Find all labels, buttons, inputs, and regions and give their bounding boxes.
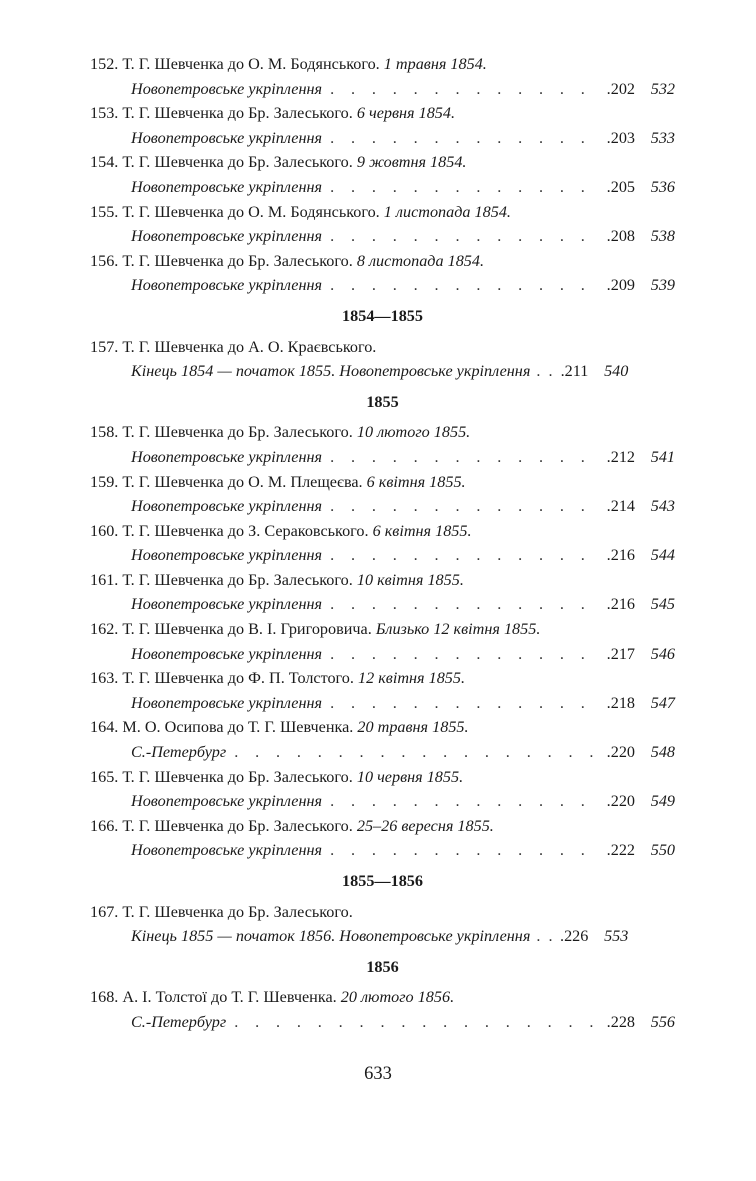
entry-date: 10 лютого 1855. [356, 423, 471, 442]
entry-place-line [90, 789, 675, 814]
entry-title: Т. Г. Шевченка до О. М. Бодянського. [122, 55, 380, 73]
text-page: .202 [606, 79, 635, 98]
entry-date: 20 травня 1855. [357, 718, 469, 737]
entry-number: 152. [90, 55, 119, 73]
entry-place: Новопетровське укріплення [131, 841, 323, 860]
toc-entry [90, 985, 675, 1034]
entry-place-line [90, 77, 675, 102]
entry-place-line [90, 494, 675, 519]
commentary-page: 544 [650, 546, 675, 565]
text-page: .212 [606, 447, 635, 466]
entry-place: Новопетровське укріплення [131, 447, 323, 466]
entry-number: 160. [90, 521, 119, 540]
entry-place: Новопетровське укріплення [131, 792, 323, 811]
entry-place-line [90, 1010, 675, 1035]
entry-number: 162. [90, 620, 119, 639]
commentary-page: 532 [650, 79, 675, 98]
entry-place-line [90, 445, 675, 470]
leader-dots [330, 642, 601, 667]
entry-date: 6 квітня 1855. [372, 521, 472, 540]
text-page: .226 [560, 927, 589, 946]
entry-place-line [90, 691, 675, 716]
entry-title-line [90, 249, 675, 274]
text-page: .208 [606, 227, 635, 246]
entry-title-line [90, 335, 675, 360]
entry-number: 156. [90, 251, 119, 270]
entry-title-line [90, 715, 675, 740]
entry-place-line [90, 543, 675, 568]
toc-entry [90, 814, 675, 863]
entry-title-line [90, 985, 675, 1010]
entry-place: Новопетровське укріплення [131, 497, 323, 516]
entry-number: 154. [90, 153, 119, 172]
leader-dots [330, 77, 601, 102]
entry-title: Т. Г. Шевченка до З. Сераковського. [122, 521, 369, 540]
commentary-page: 549 [650, 792, 675, 811]
entry-title: Т. Г. Шевченка до Бр. Залеського. [122, 423, 353, 442]
entry-date: 8 листопада 1854. [356, 251, 485, 270]
leader-dots [330, 445, 601, 470]
entry-date: 20 лютого 1856. [340, 988, 455, 1007]
section-heading: 1856 [366, 957, 399, 976]
entry-place-line [90, 126, 675, 151]
commentary-page: 546 [650, 644, 675, 663]
toc-entry [90, 900, 675, 949]
entry-number: 161. [90, 570, 119, 589]
entry-title-line [90, 617, 675, 642]
entry-place-line [90, 838, 675, 863]
toc-entry [90, 52, 675, 101]
entry-title: Т. Г. Шевченка до Бр. Залеського. [122, 816, 353, 835]
entry-title-line [90, 568, 675, 593]
commentary-page: 548 [650, 743, 675, 762]
entry-title-line [90, 519, 675, 544]
entry-date: 1 листопада 1854. [383, 202, 511, 221]
text-page: .203 [606, 128, 635, 147]
commentary-page: 536 [650, 177, 675, 196]
leader-dots [330, 691, 601, 716]
entry-place: Новопетровське укріплення [131, 595, 323, 614]
entry-place-line [90, 740, 675, 765]
entry-place: Кінець 1855 — початок 1856. Новопетровське укріплення [131, 927, 531, 946]
entry-place: С.-Петербург [131, 1012, 227, 1031]
toc-entry [90, 200, 675, 249]
entry-date: Близько 12 квітня 1855. [375, 620, 541, 639]
commentary-page: 538 [650, 227, 675, 246]
leader-dots [330, 543, 601, 568]
entry-title-line [90, 420, 675, 445]
entry-title-line [90, 200, 675, 225]
entry-place-line [90, 224, 675, 249]
leader-dots [234, 1010, 601, 1035]
entry-title: Т. Г. Шевченка до Бр. Залеського. [122, 251, 353, 270]
entry-title: М. О. Осипова до Т. Г. Шевченка. [122, 718, 354, 737]
entry-title: Т. Г. Шевченка до Бр. Залеського. [122, 767, 353, 786]
entry-number: 163. [90, 669, 119, 688]
entry-number: 153. [90, 104, 119, 123]
entry-title-line [90, 101, 675, 126]
entry-title: Т. Г. Шевченка до Бр. Залеського. [122, 104, 353, 123]
text-page: .220 [606, 792, 635, 811]
entry-place-line [90, 273, 675, 298]
leader-dots [330, 494, 601, 519]
text-page: .228 [606, 1012, 635, 1031]
section-heading: 1855 [366, 392, 399, 411]
entry-place-line [90, 175, 675, 200]
entry-title: Т. Г. Шевченка до Бр. Залеського. [122, 902, 353, 921]
leader-dots [330, 789, 601, 814]
commentary-page: 543 [650, 497, 675, 516]
entry-place-line [90, 592, 675, 617]
toc-entry [90, 470, 675, 519]
entry-title: А. І. Толстої до Т. Г. Шевченка. [122, 988, 337, 1007]
entry-title-line [90, 470, 675, 495]
entry-place: Новопетровське укріплення [131, 546, 323, 565]
commentary-page: 550 [650, 841, 675, 860]
commentary-page: 540 [604, 362, 629, 381]
entry-number: 158. [90, 423, 119, 442]
toc-entry [90, 617, 675, 666]
toc-entry [90, 765, 675, 814]
toc-entry [90, 568, 675, 617]
entry-date: 12 квітня 1855. [357, 669, 466, 688]
toc-entry [90, 666, 675, 715]
entry-number: 159. [90, 472, 119, 491]
commentary-page: 556 [650, 1012, 675, 1031]
text-page: .218 [606, 693, 635, 712]
entry-title: Т. Г. Шевченка до А. О. Краєвського. [122, 337, 377, 356]
entry-place-line [90, 642, 675, 667]
leader-dots [330, 126, 601, 151]
entry-date: 10 червня 1855. [356, 767, 464, 786]
leader-dots [330, 273, 601, 298]
toc-entry [90, 101, 675, 150]
toc-entry [90, 715, 675, 764]
entry-place: Новопетровське укріплення [131, 79, 323, 98]
entry-date: 6 квітня 1855. [366, 472, 466, 491]
entry-place: Новопетровське укріплення [131, 227, 323, 246]
entry-title-line [90, 666, 675, 691]
leader-dots [330, 224, 601, 249]
text-page: .220 [606, 743, 635, 762]
leader-dots [536, 924, 554, 949]
entry-place: С.-Петербург [131, 743, 227, 762]
entry-number: 165. [90, 767, 119, 786]
entry-place-line [90, 924, 675, 949]
entry-title: Т. Г. Шевченка до Бр. Залеського. [122, 153, 353, 172]
commentary-page: 553 [604, 927, 629, 946]
entry-title: Т. Г. Шевченка до О. М. Плещеєва. [122, 472, 363, 491]
toc-entry [90, 249, 675, 298]
text-page: .217 [606, 644, 635, 663]
entry-title: Т. Г. Шевченка до В. І. Григоровича. [122, 620, 372, 639]
entry-number: 157. [90, 337, 119, 356]
entry-number: 166. [90, 816, 119, 835]
entry-number: 167. [90, 902, 119, 921]
commentary-page: 545 [650, 595, 675, 614]
entry-date: 9 жовтня 1854. [356, 153, 467, 172]
entry-number: 168. [90, 988, 119, 1007]
text-page: .211 [560, 362, 589, 381]
commentary-page: 547 [650, 693, 675, 712]
entry-date: 6 червня 1854. [356, 104, 456, 123]
entry-title: Т. Г. Шевченка до Бр. Залеського. [122, 570, 353, 589]
entry-number: 164. [90, 718, 119, 737]
entry-place-line [90, 359, 675, 384]
toc-entry [90, 150, 675, 199]
commentary-page: 533 [650, 128, 675, 147]
entry-title-line [90, 150, 675, 175]
leader-dots [330, 175, 601, 200]
leader-dots [330, 592, 601, 617]
entry-place: Новопетровське укріплення [131, 276, 323, 295]
table-of-contents [90, 52, 675, 1035]
entry-title-line [90, 900, 675, 925]
section-heading: 1855—1856 [342, 872, 423, 890]
text-page: .216 [606, 595, 635, 614]
entry-title-line [90, 52, 675, 77]
entry-title: Т. Г. Шевченка до Ф. П. Толстого. [122, 669, 354, 688]
toc-entry [90, 335, 675, 384]
entry-place: Новопетровське укріплення [131, 177, 323, 196]
text-page: .214 [606, 497, 635, 516]
entry-date: 25–26 вересня 1855. [356, 816, 494, 835]
section-heading: 1854—1855 [342, 306, 423, 325]
text-page: .205 [606, 177, 635, 196]
text-page: .216 [606, 546, 635, 565]
toc-entry [90, 420, 675, 469]
entry-place: Новопетровське укріплення [131, 644, 323, 663]
page-number: 633 [364, 1064, 392, 1084]
entry-number: 155. [90, 202, 119, 221]
entry-date: 10 квітня 1855. [356, 570, 464, 589]
toc-entry [90, 519, 675, 568]
entry-place: Кінець 1854 — початок 1855. Новопетровське укріплення [131, 362, 531, 381]
entry-date: 1 травня 1854. [383, 55, 487, 73]
text-page: .222 [606, 841, 635, 860]
text-page: .209 [606, 276, 635, 295]
entry-title: Т. Г. Шевченка до О. М. Бодянського. [122, 202, 380, 221]
leader-dots [234, 740, 601, 765]
entry-place: Новопетровське укріплення [131, 693, 323, 712]
entry-title-line [90, 814, 675, 839]
leader-dots [536, 359, 554, 384]
commentary-page: 541 [650, 447, 675, 466]
commentary-page: 539 [650, 276, 675, 295]
entry-place: Новопетровське укріплення [131, 128, 323, 147]
leader-dots [330, 838, 601, 863]
entry-title-line [90, 765, 675, 790]
